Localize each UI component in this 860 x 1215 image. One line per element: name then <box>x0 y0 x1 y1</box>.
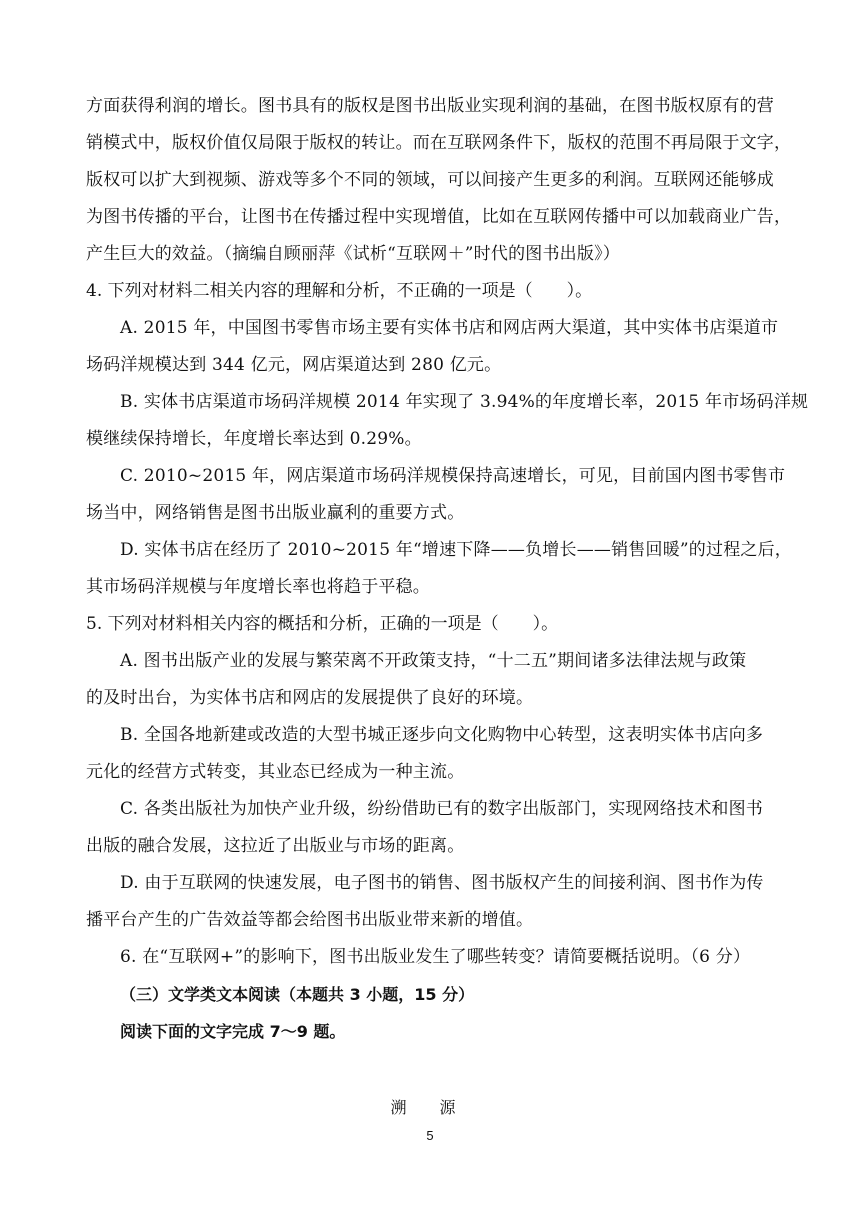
passage-line: 方面获得利润的增长。图书具有的版权是图书出版业实现利润的基础，在图书版权原有的营 <box>86 96 774 116</box>
question-4-option-d-line-2: 其市场码洋规模与年度增长率也将趋于平稳。 <box>86 577 430 597</box>
page-number: 5 <box>426 1128 434 1143</box>
question-5-stem: 5. 下列对材料相关内容的概括和分析，正确的一项是（ ）。 <box>86 614 559 634</box>
question-5-option-b-line-2: 元化的经营方式转变，其业态已经成为一种主流。 <box>86 762 465 782</box>
question-4-option-b-line-2: 模继续保持增长，年度增长率达到 0.29%。 <box>86 429 422 449</box>
question-4-option-b-line-1: B. 实体书店渠道市场码洋规模 2014 年实现了 3.94%的年度增长率，2015 年市场码洋规 <box>120 392 809 412</box>
question-5 <box>86 606 776 939</box>
question-5-option-b-line-1: B. 全国各地新建或改造的大型书城正逐步向文化购物中心转型，这表明实体书店向多 <box>120 725 764 745</box>
question-5-option-c-line-1: C. 各类出版社为加快产业升级，纷纷借助已有的数字出版部门，实现网络技术和图书 <box>120 799 764 819</box>
question-5-option-c-line-2: 出版的融合发展，这拉近了出版业与市场的距离。 <box>86 836 465 856</box>
question-4-option-c-line-2: 场当中，网络销售是图书出版业赢利的重要方式。 <box>86 503 465 523</box>
question-4-option-a-line-2: 场码洋规模达到 344 亿元，网店渠道达到 280 亿元。 <box>86 355 502 375</box>
question-6: 6. 在“互联网+”的影响下，图书出版业发生了哪些转变？请简要概括说明。（6 分） <box>120 947 751 967</box>
page-content <box>86 88 809 1050</box>
section-heading: （三）文学类文本阅读（本题共 3 小题，15 分） <box>120 985 475 1004</box>
passage-line: 为图书传播的平台，让图书在传播过程中实现增值，比如在互联网传播中可以加载商业广告， <box>86 207 792 227</box>
question-5-option-a-line-1: A. 图书出版产业的发展与繁荣离不开政策支持，“十二五”期间诸多法律法规与政策 <box>120 651 747 671</box>
question-4-option-a-line-1: A. 2015 年，中国图书零售市场主要有实体书店和网店两大渠道，其中实体书店渠道市 <box>120 318 779 338</box>
question-5-option-d-line-2: 播平台产生的广告效益等都会给图书出版业带来新的增值。 <box>86 910 534 930</box>
passage-line: 产生巨大的效益。（摘编自顾丽萍《试析“互联网＋”时代的图书出版》） <box>86 244 620 264</box>
question-4-option-c-line-1: C. 2010~2015 年，网店渠道市场码洋规模保持高速增长，可见，目前国内图书零售市 <box>120 466 786 486</box>
reading-instruction: 阅读下面的文字完成 7～9 题。 <box>120 1022 346 1041</box>
passage-paragraph <box>86 88 792 273</box>
passage-line: 版权可以扩大到视频、游戏等多个不同的领域，可以间接产生更多的利润。互联网还能够成 <box>86 170 774 190</box>
question-5-option-d-line-1: D. 由于互联网的快速发展，电子图书的销售、图书版权产生的间接利润、图书作为传 <box>120 873 764 893</box>
question-4 <box>86 273 809 606</box>
story-title: 溯 源 <box>390 1098 470 1117</box>
question-5-option-a-line-2: 的及时出台，为实体书店和网店的发展提供了良好的环境。 <box>86 688 534 708</box>
question-4-stem: 4. 下列对材料二相关内容的理解和分析，不正确的一项是（ ）。 <box>86 281 593 301</box>
passage-line: 销模式中，版权价值仅局限于版权的转让。而在互联网条件下，版权的范围不再局限于文字， <box>86 133 792 153</box>
question-4-option-d-line-1: D. 实体书店在经历了 2010~2015 年“增速下降——负增长——销售回暖”的过程之后， <box>120 540 792 560</box>
